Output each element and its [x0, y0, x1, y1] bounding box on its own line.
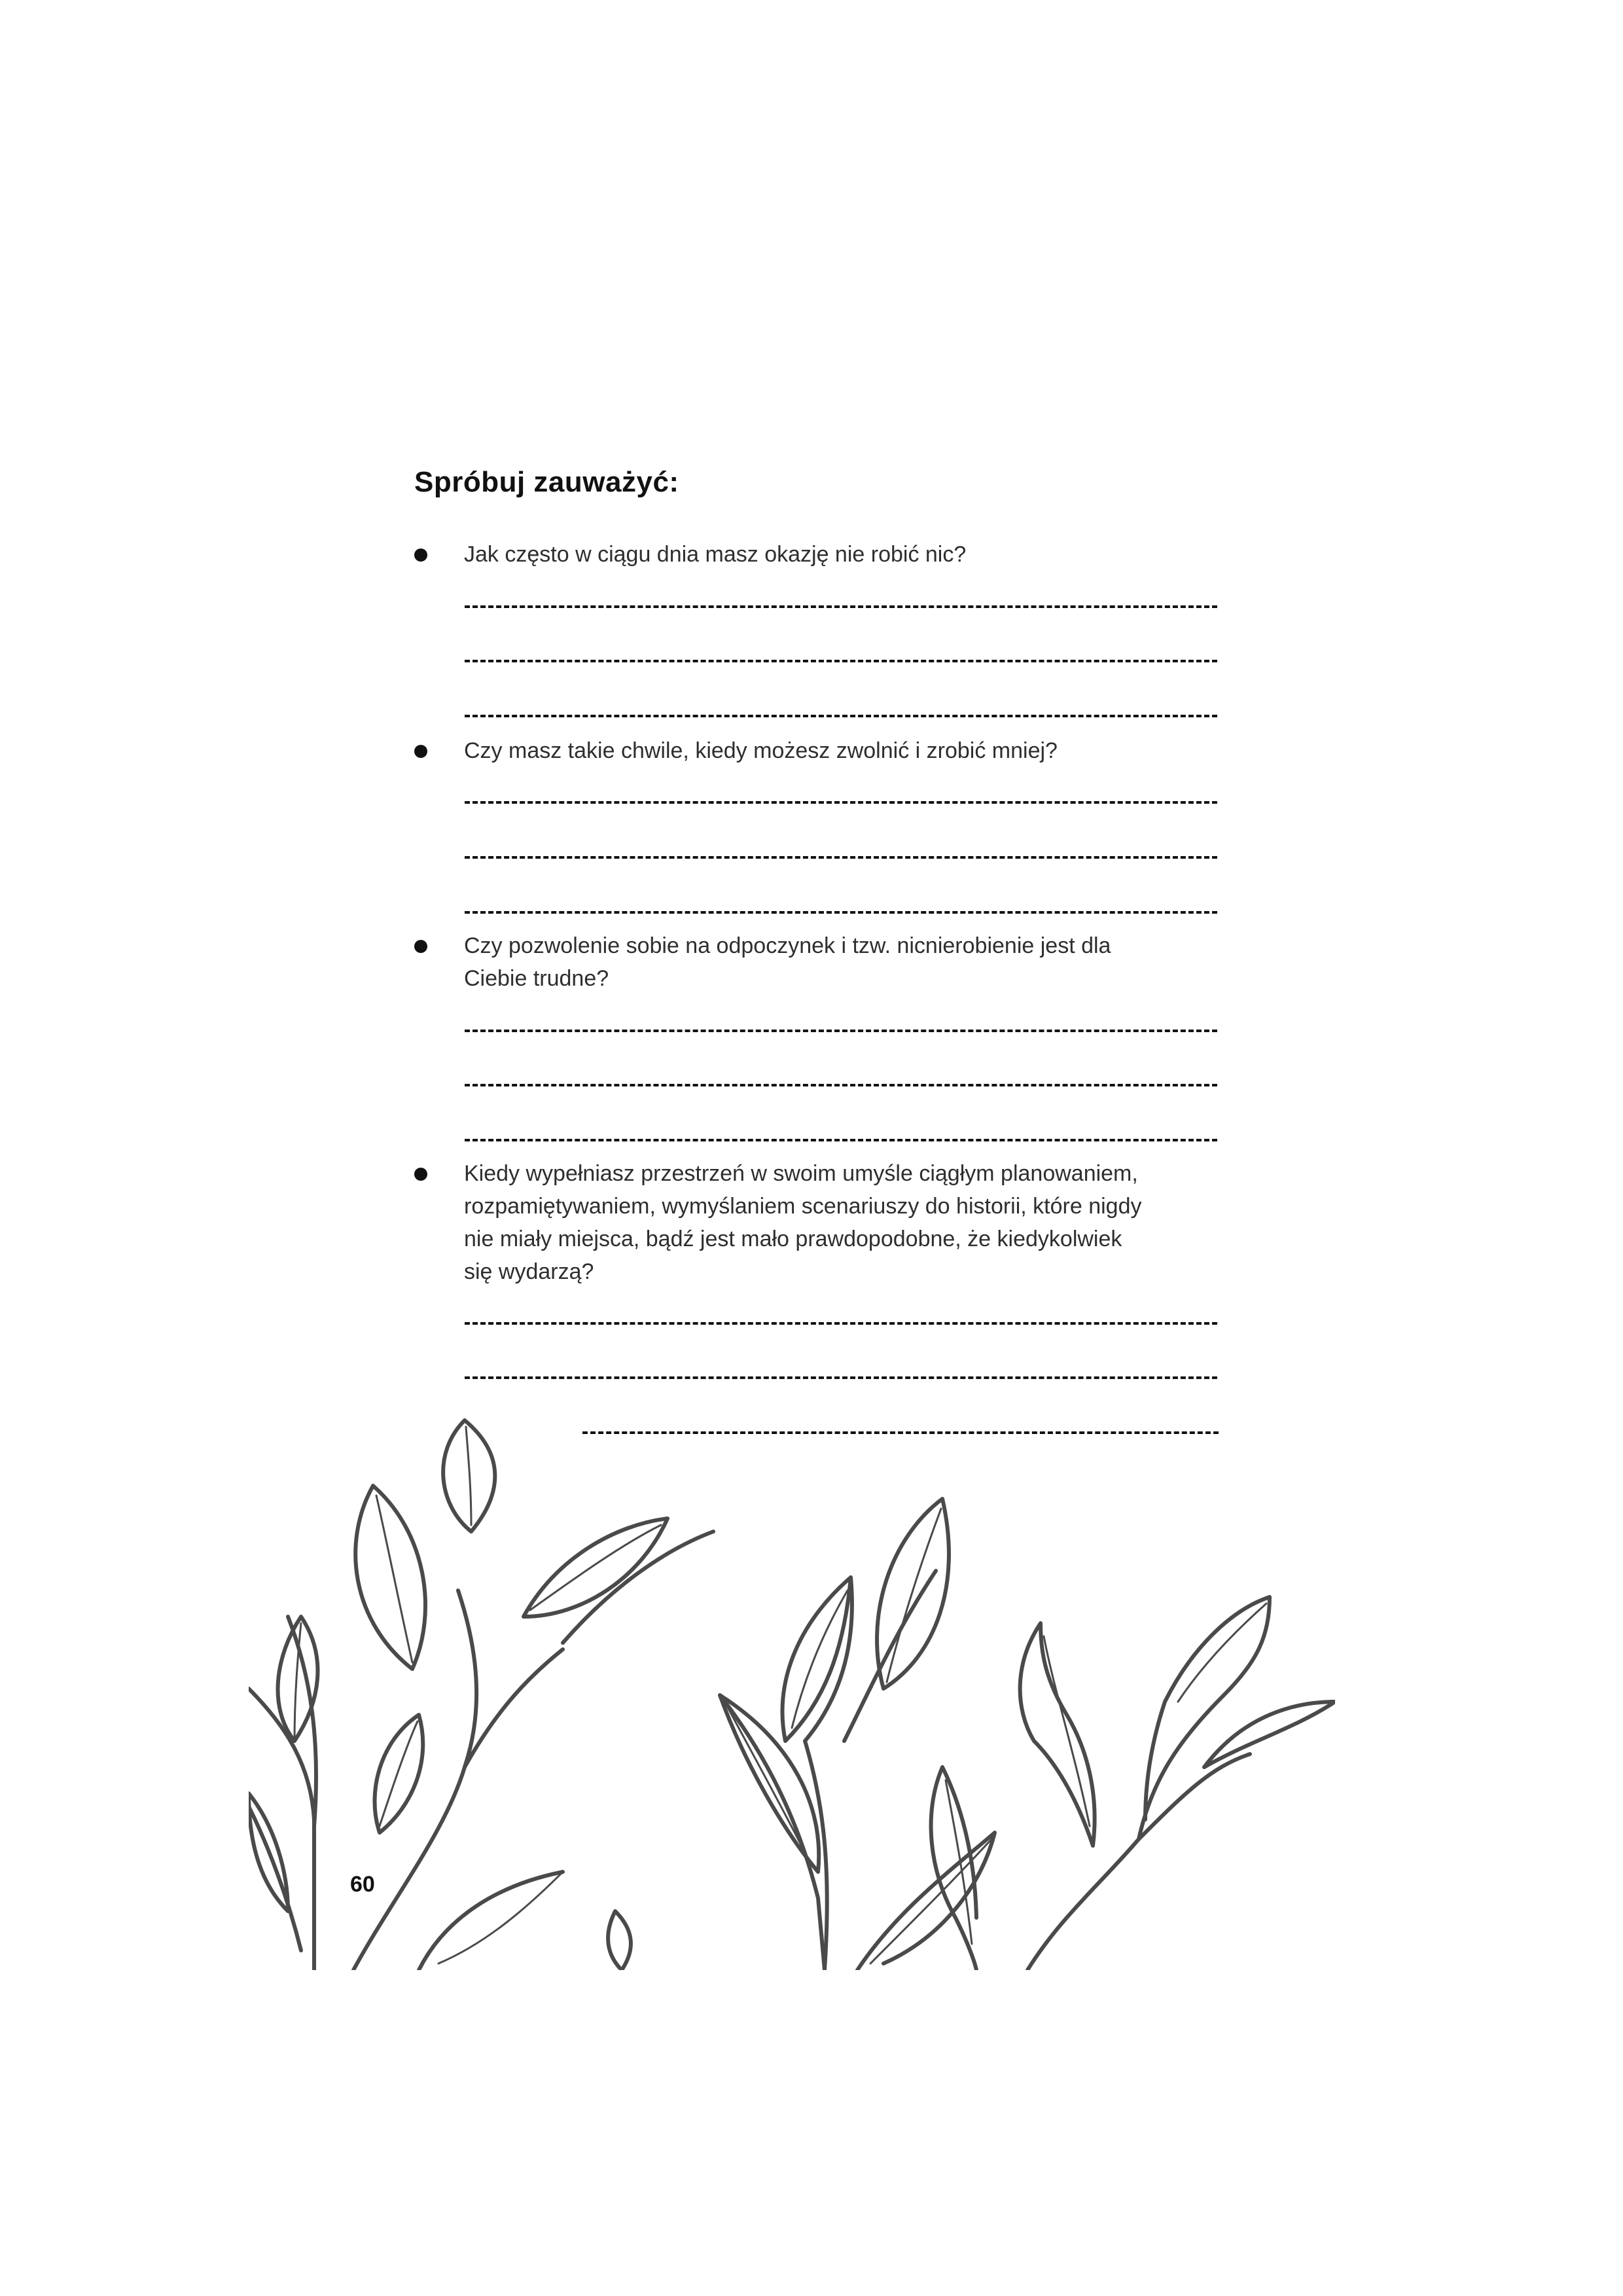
question-text: Jak często w ciągu dnia masz okazję nie robić nic? — [464, 542, 967, 567]
answer-line[interactable] — [465, 1322, 1217, 1325]
bullet-icon — [414, 1168, 427, 1181]
question-4 — [414, 1157, 1239, 1288]
answer-line[interactable] — [465, 856, 1217, 859]
answer-line[interactable] — [465, 660, 1217, 662]
question-1 — [414, 538, 1239, 571]
question-text: Czy masz takie chwile, kiedy możesz zwolnić i zrobić mniej? — [464, 738, 1058, 763]
question-text: Kiedy wypełniasz przestrzeń w swoim umyśle ciągłym planowaniem, rozpamiętywaniem, wymyślaniem scenariuszy do historii, które nigdy nie miały miejsca, bądź jest mało prawdopodobne, że kiedykolwiek się wydarzą? — [464, 1161, 1142, 1284]
page-title: Spróbuj zauważyć: — [414, 466, 679, 498]
leaf-illustration — [249, 1401, 1335, 1970]
answer-line[interactable] — [465, 1376, 1217, 1379]
page-number: 60 — [350, 1872, 375, 1897]
question-3 — [414, 929, 1239, 995]
question-2 — [414, 734, 1239, 767]
answer-line[interactable] — [465, 605, 1217, 608]
question-text: Czy pozwolenie sobie na odpoczynek i tzw. nicnierobienie jest dla Ciebie trudne? — [464, 933, 1111, 991]
answer-line[interactable] — [465, 715, 1217, 717]
bullet-icon — [414, 940, 427, 953]
answer-line[interactable] — [465, 1030, 1217, 1032]
answer-line[interactable] — [465, 1139, 1217, 1141]
bullet-icon — [414, 548, 427, 562]
answer-line[interactable] — [465, 1084, 1217, 1086]
answer-line[interactable] — [465, 911, 1217, 914]
bullet-icon — [414, 745, 427, 758]
answer-line[interactable] — [465, 801, 1217, 804]
